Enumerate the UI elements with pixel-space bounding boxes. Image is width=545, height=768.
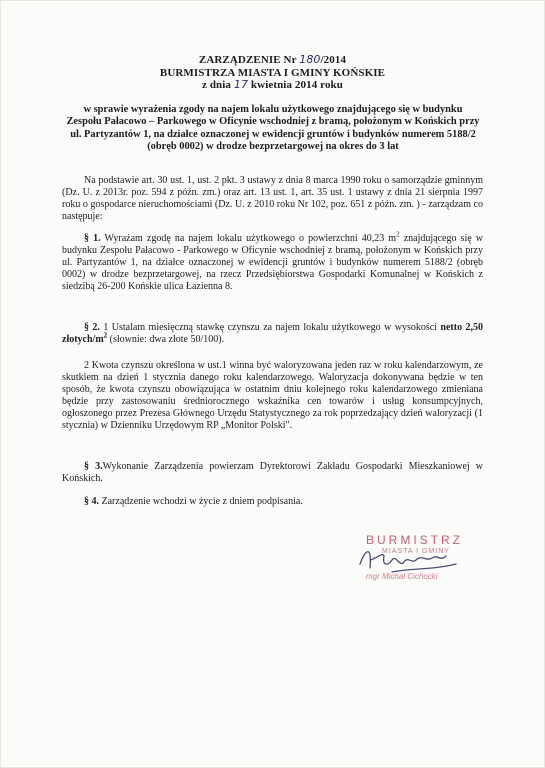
rent-amount: netto 2,50 złotych/$m^2$ [62, 322, 483, 345]
stamp-name: mgr Michał Cichocki [366, 572, 438, 581]
section-1-paragraph: § 1. Wyrażam zgodę na najem lokalu użytkowego o powierzchni 40,23 $m^2$ znajdującego się w budynku Zespołu Pałacowo - Parkowego w Oficynie wschodniej z bramą, położonym w Końskich przy ul. Partyzantów 1, na działce oznaczonej w ewidencji gruntów i budynków numerem 5188/2 (obręb 0002) w drodze bezprzetargowej, na rzecz Przedsiębiorstwa Gospodarki Komunalnej w Końskich z siedzibą 26-200 Końskie ulica Łazienna 8. [62, 230, 483, 292]
preamble-paragraph: Na podstawie art. 30 ust. 1, ust. 2 pkt. 3 ustawy z dnia 8 marca 1990 roku o samorządzie gminnym (Dz. U. z 2013r. poz. 594 z późn. zm.) oraz art. 13 ust. 1, art. 35 ust. 1 ustawy z dnia 21 sierpnia 1997 roku o gospodarce nieruchomościami (Dz. U. z 2010 roku Nr 102, poz. 651 z późn. zm. ) - zarządzam co następuje: [62, 175, 483, 222]
document-title: ZARZĄDZENIE Nr 180/2014 [198, 53, 347, 66]
handwritten-number: 180 [299, 53, 321, 66]
handwritten-signature [352, 538, 472, 583]
section-4-paragraph: § 4. Zarządzenie wchodzi w życie z dniem podpisania. [84, 496, 303, 507]
section-4-label: § 4. [84, 496, 99, 507]
document-date: z dnia 17 kwietnia 2014 roku [202, 78, 343, 91]
section-3-paragraph: § 3.Wykonanie Zarządzenia powierzam Dyrektorowi Zakładu Gospodarki Mieszkaniowej w Końskich. [62, 461, 484, 484]
stamp-subtitle: MIASTA I GMINY [382, 548, 450, 555]
section-2-paragraph: § 2. 1 Ustalam miesięczną stawkę czynszu za najem lokalu użytkowego w wysokości netto 2,50 złotych/$m^2$ (słownie: dwa złote 50/100). [62, 322, 483, 345]
section-1-label: § 1. [84, 233, 101, 244]
section-2-label: § 2. [84, 322, 100, 333]
stamp-title: BURMISTRZ [366, 533, 463, 547]
issuer-title: BURMISTRZA MIASTA I GMINY KOŃSKIE [159, 66, 386, 79]
section-3-label: § 3. [84, 461, 103, 472]
handwritten-day: 17 [233, 78, 249, 91]
section-2-point-2: 2 Kwota czynszu określona w ust.1 winna być waloryzowana jeden raz w roku kalendarzowym, ze skutkiem na dzień 1 stycznia danego roku kalendarzowego. Waloryzacja dokonywana będzie w ten sposób, że kwota czynszu obowiązująca w ostatnim dniu kolejnego roku kalendarzowego zmieniana będzie przy zastosowaniu średniorocznego wskaźnika cen towarów i usług konsumpcyjnych, ogłoszonego przez Prezesa Głównego Urzędu Statystycznego za rok poprzedzający dzień waloryzacji (1 stycznia) w Dzienniku Urzędowym RP „Monitor Polski". [62, 360, 483, 431]
document-subject: w sprawie wyrażenia zgody na najem lokalu użytkowego znajdującego się w budynku Zespołu Pałacowo – Parkowego w Oficynie wschodniej z bramą, położonym w Końskich przy ul. Partyzantów 1, na działce oznaczonej w ewidencji gruntów i budynków numerem 5188/2 (obręb 0002) w drodze bezprzetargowej na okres do 3 lat [66, 104, 480, 153]
document-header [0, 54, 545, 92]
